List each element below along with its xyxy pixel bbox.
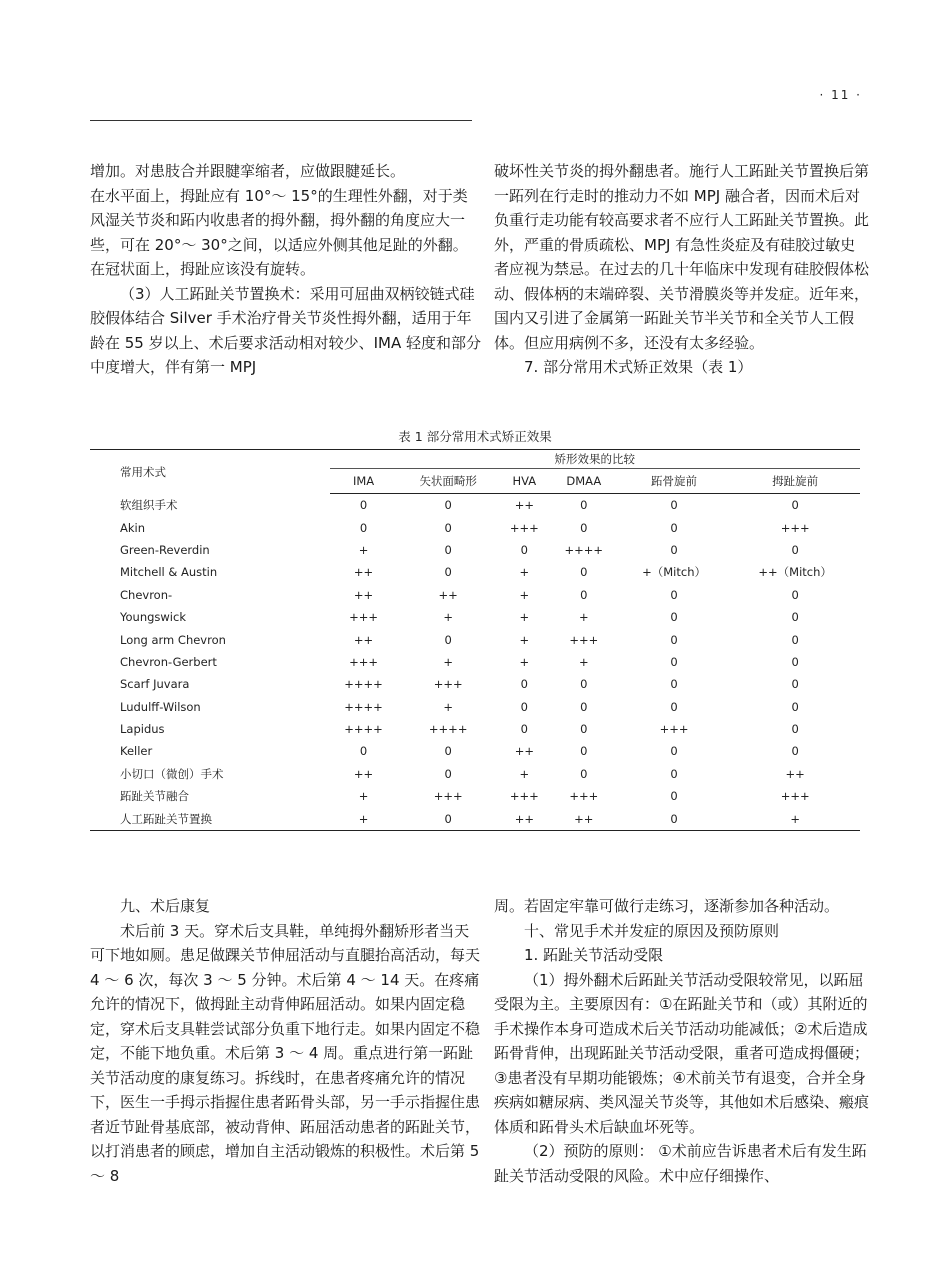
table-row [90, 516, 860, 538]
table-cell: + [578, 610, 589, 625]
table-row-label: Ludulff-Wilson [120, 699, 201, 714]
table-cell: + [519, 766, 530, 781]
table-row-label: Keller [120, 744, 153, 759]
table-cell: +++ [349, 610, 378, 625]
table-cell: ++++ [344, 677, 383, 692]
table-row [90, 763, 860, 785]
table-cell: 0 [520, 542, 528, 557]
table-cell: +++ [509, 520, 539, 535]
table-row-label: 跖趾关节融合 [120, 789, 189, 804]
table-cell: 0 [670, 789, 678, 804]
table-row [90, 584, 860, 606]
table-row [90, 785, 860, 807]
table-cell: 0 [670, 498, 678, 513]
table-body [90, 494, 860, 831]
column-header: HVA [499, 469, 550, 494]
table-cell: + [730, 807, 860, 830]
table-cell: ++ [514, 498, 534, 513]
table-row [90, 628, 860, 650]
table-row [90, 740, 860, 762]
page-number: · 11 · [819, 88, 862, 102]
table-cell: 0 [359, 498, 368, 513]
table-cell: 0 [791, 587, 799, 602]
column-bottom-right [494, 894, 876, 1188]
table-cell: 0 [791, 699, 799, 714]
table-cell: 0 [580, 722, 588, 737]
table-row-label: Chevron-Gerbert [120, 654, 217, 669]
table-row [90, 807, 860, 830]
table-cell: ++++ [428, 722, 468, 737]
table-cell: 0 [618, 807, 731, 830]
paragraph: 术后前 3 天。穿术后支具鞋，单纯拇外翻矫形者当天可下地如厕。患足做踝关节伸屈活动与直腿抬高活动，每天 4 ～ 6 次，每次 3 ～ 5 分钟。术后第 4 ～ 14 天。在疼痛允许的情况下，做拇趾主动背伸跖屈活动。如果内固定稳定，穿术后支具鞋尝试部分负重下地行走。如果内固定不稳定，不能下地负重。术后第 3 ～ 4 周。重点进行第一跖趾关节活动度的康复练习。拆线时，在患者疼痛允许的情况下，医生一手拇示指握住患者跖骨头部，另一手示指握住患者近节趾骨基底部，被动背伸、跖屈活动患者的跖趾关节，以打消患者的顾虑，增加自主活动锻炼的积极性。术后第 5 ～ 8 [90, 921, 481, 1185]
table-row-header: 常用术式 [90, 450, 330, 494]
table-cell: ++ [438, 587, 458, 602]
table-cell: +（Mitch） [642, 565, 706, 580]
table-cell: 0 [398, 807, 499, 830]
table-cell: ++++ [344, 722, 383, 737]
table-cell: ++（Mitch） [758, 565, 832, 580]
table-cell: 0 [670, 766, 678, 781]
table-row-label: Green-Reverdin [120, 542, 210, 557]
table-cell: 0 [670, 744, 678, 759]
table-row [90, 696, 860, 718]
table-cell: 0 [791, 632, 799, 647]
table-row [90, 651, 860, 673]
table-cell: 0 [670, 587, 678, 602]
table-cell: + [443, 654, 453, 669]
table-cell: 0 [670, 654, 678, 669]
table-cell: + [519, 654, 530, 669]
table-cell: +++ [569, 789, 599, 804]
table-cell: + [519, 565, 530, 580]
table-cell: 0 [791, 744, 799, 759]
table-cell: 0 [580, 587, 588, 602]
paragraph: 增加。对患肢合并跟腱挛缩者，应做跟腱延长。 [90, 162, 406, 180]
table-cell: 0 [670, 677, 678, 692]
table-cell: 0 [670, 699, 678, 714]
table-cell: 0 [444, 744, 452, 759]
table-cell: + [519, 587, 530, 602]
table-cell: 0 [791, 722, 799, 737]
table-cell: + [358, 789, 369, 804]
table-cell: 0 [444, 542, 452, 557]
table-cell: + [519, 610, 530, 625]
paragraph: （2）预防的原则： ①术前应告诉患者术后有发生跖趾关节活动受限的风险。术中应仔细操作、 [494, 1142, 867, 1185]
paragraph: 周。若固定牢靠可做行走练习，逐渐参加各种活动。 [494, 897, 840, 915]
subsection-heading: 1. 跖趾关节活动受限 [524, 946, 664, 964]
table-row-label: Akin [120, 520, 146, 535]
table-cell: ++ [499, 807, 550, 830]
section-heading: 十、常见手术并发症的原因及预防原则 [524, 921, 780, 940]
table-cell: ++ [353, 632, 374, 647]
section-heading: 7. 部分常用术式矫正效果（表 1） [524, 358, 753, 376]
table-cell: 0 [580, 744, 588, 759]
table-cell: 0 [670, 632, 678, 647]
table-cell: 0 [520, 722, 528, 737]
table-cell: ++++ [344, 699, 383, 714]
table-cell: 0 [520, 677, 528, 692]
table-cell: +++ [780, 520, 810, 535]
table-row [90, 718, 860, 740]
table-row-label: Scarf Juvara [120, 677, 190, 692]
column-top-left [90, 159, 482, 380]
surgery-comparison-table [90, 449, 860, 831]
paragraph: 在水平面上，拇趾应有 10°～ 15°的生理性外翻，对于类风湿关节炎和跖内收患者的拇外翻，拇外翻的角度应大一些，可在 20°～ 30°之间，以适应外侧其他足趾的外翻。在冠状面上，拇趾应该没有旋转。 [90, 186, 468, 278]
paragraph: 破坏性关节炎的拇外翻患者。施行人工跖趾关节置换后第一跖列在行走时的推动力不如 MPJ 融合者，因而术后对负重行走功能有较高要求者不应行人工跖趾关节置换。此外，严重的骨质疏松、MPJ 有急性炎症及有硅胶过敏史者应视为禁忌。在过去的几十年临床中发现有硅胶假体松动、假体柄的末端碎裂、关节滑膜炎等并发症。近年来，国内又引进了金属第一跖趾关节半关节和全关节人工假体。但应用病例不多，还没有太多经验。 [494, 162, 870, 352]
table-cell: +++ [433, 677, 463, 692]
paragraph: （1）拇外翻术后跖趾关节活动受限较常见，以跖屈受限为主。主要原因有：①在跖趾关节和（或）其附近的手术操作本身可造成术后关节活动功能减低；②术后造成跖骨背伸，出现跖趾关节活动受限，重者可造成拇僵硬；③患者没有早期功能锻炼；④术前关节有退变，合并全身疾病如糖尿病、类风湿关节炎等，其他如术后感染、瘢痕体质和跖骨头术后缺血坏死等。 [494, 970, 870, 1136]
table-cell: ++ [353, 587, 374, 602]
column-header: IMA [330, 469, 398, 494]
table-cell: +++ [433, 789, 463, 804]
table-cell: +++ [349, 654, 378, 669]
column-header: 跖骨旋前 [618, 469, 731, 494]
column-header: DMAA [550, 469, 618, 494]
table-cell: ++ [785, 766, 805, 781]
table-caption: 表 1 部分常用术式矫正效果 [398, 429, 552, 444]
table-cell: 0 [444, 565, 452, 580]
table-cell: 0 [791, 542, 799, 557]
table-cell: ++ [514, 744, 534, 759]
table-cell: + [578, 654, 589, 669]
table-row [90, 539, 860, 561]
column-header: 拇趾旋前 [730, 469, 860, 494]
table-row-label: Youngswick [120, 610, 186, 625]
table-cell: + [443, 699, 453, 714]
table-cell: 0 [791, 654, 799, 669]
section-heading: 九、术后康复 [120, 897, 211, 915]
table-row-label: Mitchell & Austin [120, 565, 218, 580]
table-cell: +++ [569, 632, 599, 647]
table-cell: +++ [509, 789, 539, 804]
column-bottom-left [90, 894, 482, 1188]
header-rule [90, 120, 472, 121]
table-cell: + [443, 610, 453, 625]
table-cell: ++++ [564, 542, 604, 557]
table-row-label: Long arm Chevron [120, 632, 226, 647]
table-cell: + [330, 807, 398, 830]
table-cell: 0 [580, 677, 588, 692]
table-cell: 0 [444, 632, 452, 647]
table-cell: ++ [550, 807, 618, 830]
table-cell: +++ [659, 722, 689, 737]
paragraph: （3）人工跖趾关节置换术：采用可屈曲双柄铰链式硅胶假体结合 Silver 手术治疗骨关节炎性拇外翻，适用于年龄在 55 岁以上、术后要求活动相对较少、IMA 轻度和部分中度增大，伴有第一 MPJ [90, 284, 482, 376]
table-cell: + [519, 632, 530, 647]
table-cell: ++ [353, 766, 374, 781]
table-cell: 0 [580, 766, 588, 781]
table-cell: 0 [580, 498, 588, 513]
column-top-right [494, 159, 870, 380]
table-cell: 0 [791, 610, 799, 625]
table-cell: + [358, 542, 369, 557]
table-row [90, 606, 860, 628]
table-cell: 0 [444, 766, 452, 781]
table-row [90, 494, 860, 517]
table-row-label: 小切口（微创）手术 [120, 766, 224, 781]
table-row-label: 软组织手术 [120, 497, 178, 512]
table-group-header: 矫形效果的比较 [330, 450, 860, 469]
table-cell: 0 [580, 699, 588, 714]
table-cell: 0 [791, 677, 799, 692]
table-row-label: 人工跖趾关节置换 [90, 807, 330, 830]
column-header: 矢状面畸形 [398, 469, 499, 494]
table-cell: 0 [444, 498, 452, 513]
table-row [90, 561, 860, 583]
table-cell: 0 [359, 744, 368, 759]
table-cell: 0 [670, 610, 678, 625]
table-cell: 0 [670, 520, 678, 535]
table-cell: +++ [780, 789, 810, 804]
table-row-label: Lapidus [120, 722, 165, 737]
table-cell: ++ [353, 565, 374, 580]
table-cell: 0 [580, 520, 588, 535]
table-cell: 0 [791, 498, 799, 513]
table-row-label: Chevron- [120, 587, 173, 602]
table-cell: 0 [670, 542, 678, 557]
table-cell: 0 [520, 699, 528, 714]
table-cell: 0 [359, 520, 368, 535]
table-cell: 0 [580, 565, 588, 580]
table-row [90, 673, 860, 695]
table-cell: 0 [444, 520, 452, 535]
